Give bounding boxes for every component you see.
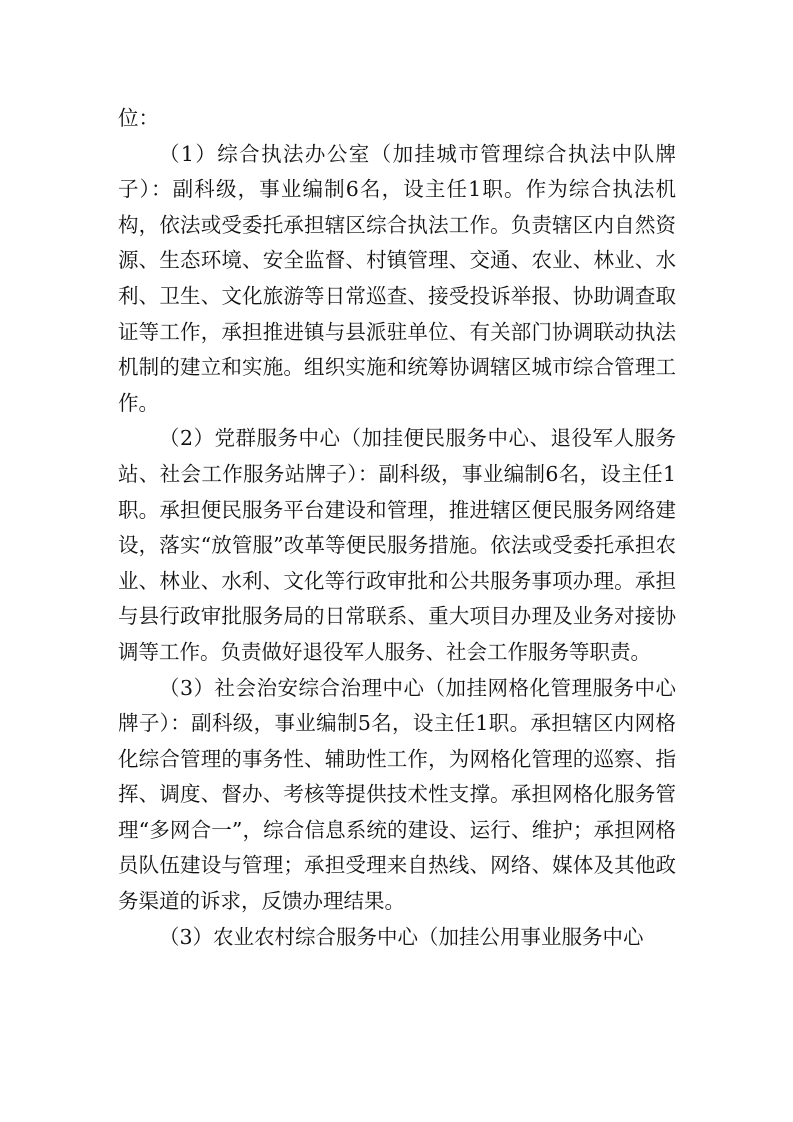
paragraph-party-mass-service-center: （2）党群服务中心（加挂便民服务中心、退役军人服务站、社会工作服务站牌子）：副科级，事业编制6名，设主任1职。承担便民服务平台建设和管理，推进辖区便民服务网络建设，落实“放管服”改革等便民服务措施。依法或受委托承担农业、林业、水利、文化等行政审批和公共服务事项办理。承担与县行政审批服务局的日常联系、重大项目办理及业务对接协调等工作。负责做好退役军人服务、社会工作服务等职责。 [118, 426, 676, 664]
paragraph-comprehensive-law-enforcement-office: （1）综合执法办公室（加挂城市管理综合执法中队牌子）：副科级，事业编制6名，设主任1职。作为综合执法机构，依法或受委托承担辖区综合执法工作。负责辖区内自然资源、生态环境、安全监督、村镇管理、交通、农业、林业、水利、卫生、文化旅游等日常巡查、接受投诉举报、协助调查取证等工作，承担推进镇与县派驻单位、有关部门协调联动执法机制的建立和实施。组织实施和统筹协调辖区城市综合管理工作。 [118, 141, 676, 415]
document-body [118, 101, 676, 955]
paragraph-agriculture-rural-service-center: （3）农业农村综合服务中心（加挂公用事业服务中心 [159, 924, 644, 949]
paragraph-social-security-governance-center: （3）社会治安综合治理中心（加挂网格化管理服务中心牌子）：副科级，事业编制5名，设主任1职。承担辖区内网格化综合管理的事务性、辅助性工作，为网格化管理的巡察、指挥、调度、督办、考核等提供技术性支撑。承担网格化服务管理“多网合一”，综合信息系统的建设、运行、维护；承担网格员队伍建设与管理；承担受理来自热线、网络、媒体及其他政务渠道的诉求，反馈办理结果。 [118, 675, 676, 914]
paragraph-continuation: 位： [118, 106, 159, 130]
